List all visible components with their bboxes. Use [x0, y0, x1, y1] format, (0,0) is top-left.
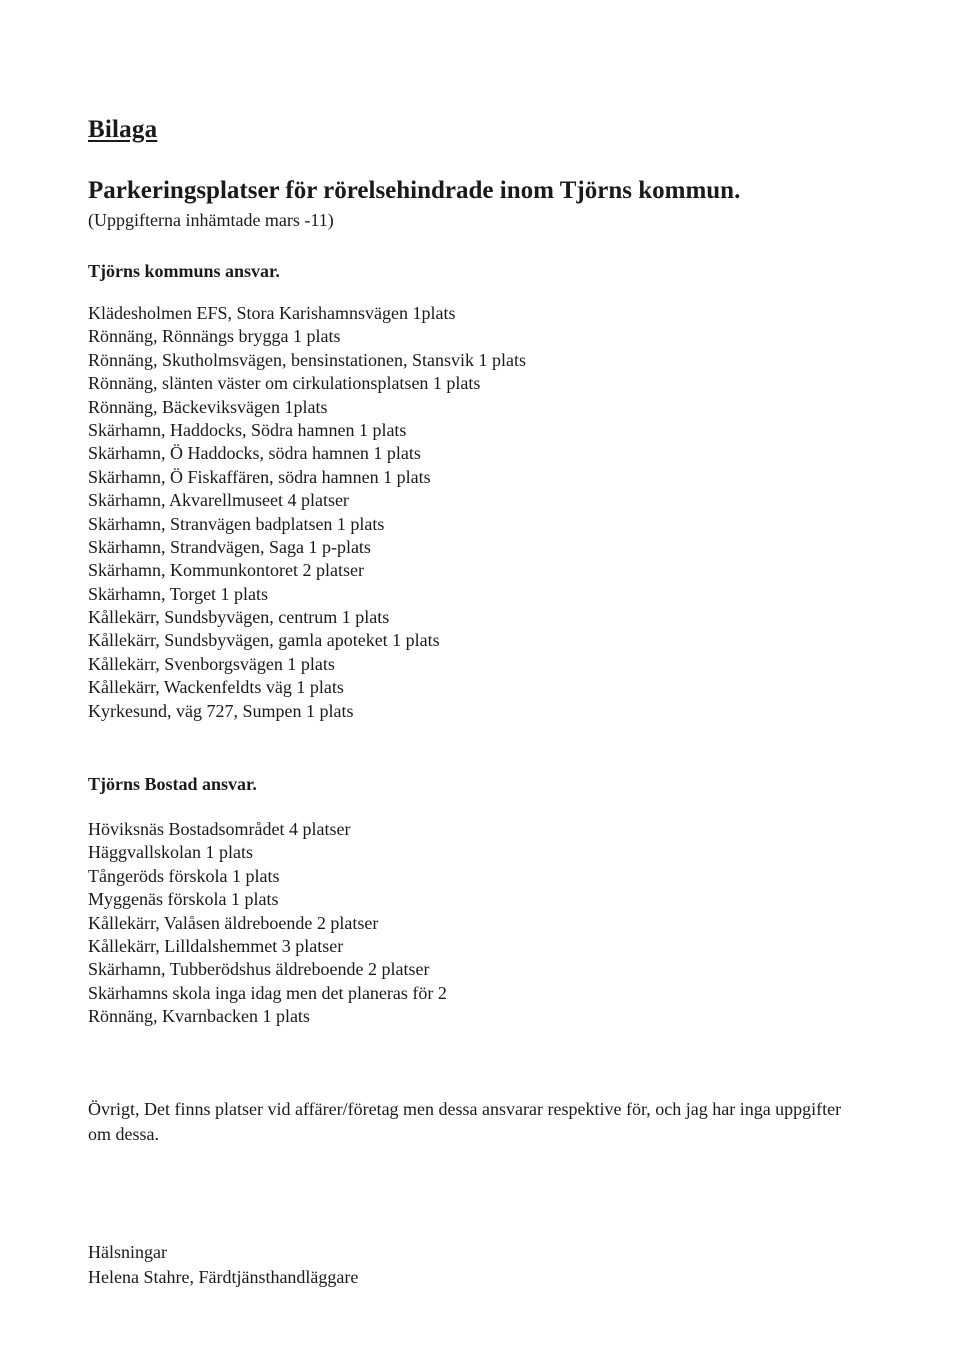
closing-block [88, 1240, 358, 1290]
list-item: Skärhamn, Torget 1 plats [88, 583, 269, 604]
list-item: Skärhamn, Kommunkontoret 2 platser [88, 560, 364, 581]
list-item: Rönnäng, slänten väster om cirkulationsplatsen 1 plats [88, 373, 481, 394]
list-item: Kållekärr, Sundsbyvägen, centrum 1 plats [88, 607, 390, 628]
list-item: Rönnäng, Bäckeviksvägen 1plats [88, 396, 328, 417]
appendix-heading: Bilaga [88, 116, 158, 143]
list-item: Rönnäng, Skutholmsvägen, bensinstationen, Stansvik 1 plats [88, 349, 526, 370]
other-note: Övrigt, Det finns platser vid affärer/företag men dessa ansvarar respektive för, och jag har inga uppgifter om dessa. [88, 1099, 842, 1144]
housing-parking-list [88, 818, 447, 1029]
list-item: Skärhamn, Akvarellmuseet 4 platser [88, 490, 349, 511]
municipality-parking-list [88, 302, 526, 723]
list-item: Kållekärr, Sundsbyvägen, gamla apoteket 1 plats [88, 630, 440, 651]
list-item: Rönnäng, Rönnängs brygga 1 plats [88, 326, 341, 347]
document-subtitle: (Uppgifterna inhämtade mars -11) [88, 210, 334, 230]
document-title: Parkeringsplatser för rörelsehindrade inom Tjörns kommun. [88, 177, 741, 204]
signature: Helena Stahre, Färdtjänsthandläggare [88, 1267, 359, 1287]
list-item: Skärhamn, Ö Fiskaffären, södra hamnen 1 plats [88, 466, 431, 487]
list-item: Tångeröds förskola 1 plats [88, 865, 280, 886]
list-item: Skärhamn, Stranvägen badplatsen 1 plats [88, 513, 385, 534]
list-item: Klädesholmen EFS, Stora Karishamnsvägen 1plats [88, 303, 456, 323]
list-item: Skärhamn, Haddocks, Södra hamnen 1 plats [88, 419, 407, 440]
list-item: Kållekärr, Wackenfeldts väg 1 plats [88, 677, 344, 698]
list-item: Höviksnäs Bostadsområdet 4 platser [88, 819, 351, 839]
list-item: Häggvallskolan 1 plats [88, 842, 253, 863]
housing-section-heading: Tjörns Bostad ansvar. [88, 774, 257, 794]
list-item: Kyrkesund, väg 727, Sumpen 1 plats [88, 700, 354, 721]
list-item: Skärhamns skola inga idag men det planeras för 2 [88, 982, 447, 1003]
municipality-section-heading: Tjörns kommuns ansvar. [88, 261, 280, 281]
list-item: Kållekärr, Svenborgsvägen 1 plats [88, 653, 335, 674]
list-item: Myggenäs förskola 1 plats [88, 889, 279, 910]
list-item: Rönnäng, Kvarnbacken 1 plats [88, 1006, 310, 1027]
list-item: Skärhamn, Strandvägen, Saga 1 p-plats [88, 536, 371, 557]
list-item: Kållekärr, Valåsen äldreboende 2 platser [88, 912, 379, 933]
list-item: Kållekärr, Lilldalshemmet 3 platser [88, 935, 344, 956]
list-item: Skärhamn, Tubberödshus äldreboende 2 platser [88, 959, 430, 980]
list-item: Skärhamn, Ö Haddocks, södra hamnen 1 plats [88, 443, 421, 464]
greeting: Hälsningar [88, 1242, 167, 1262]
